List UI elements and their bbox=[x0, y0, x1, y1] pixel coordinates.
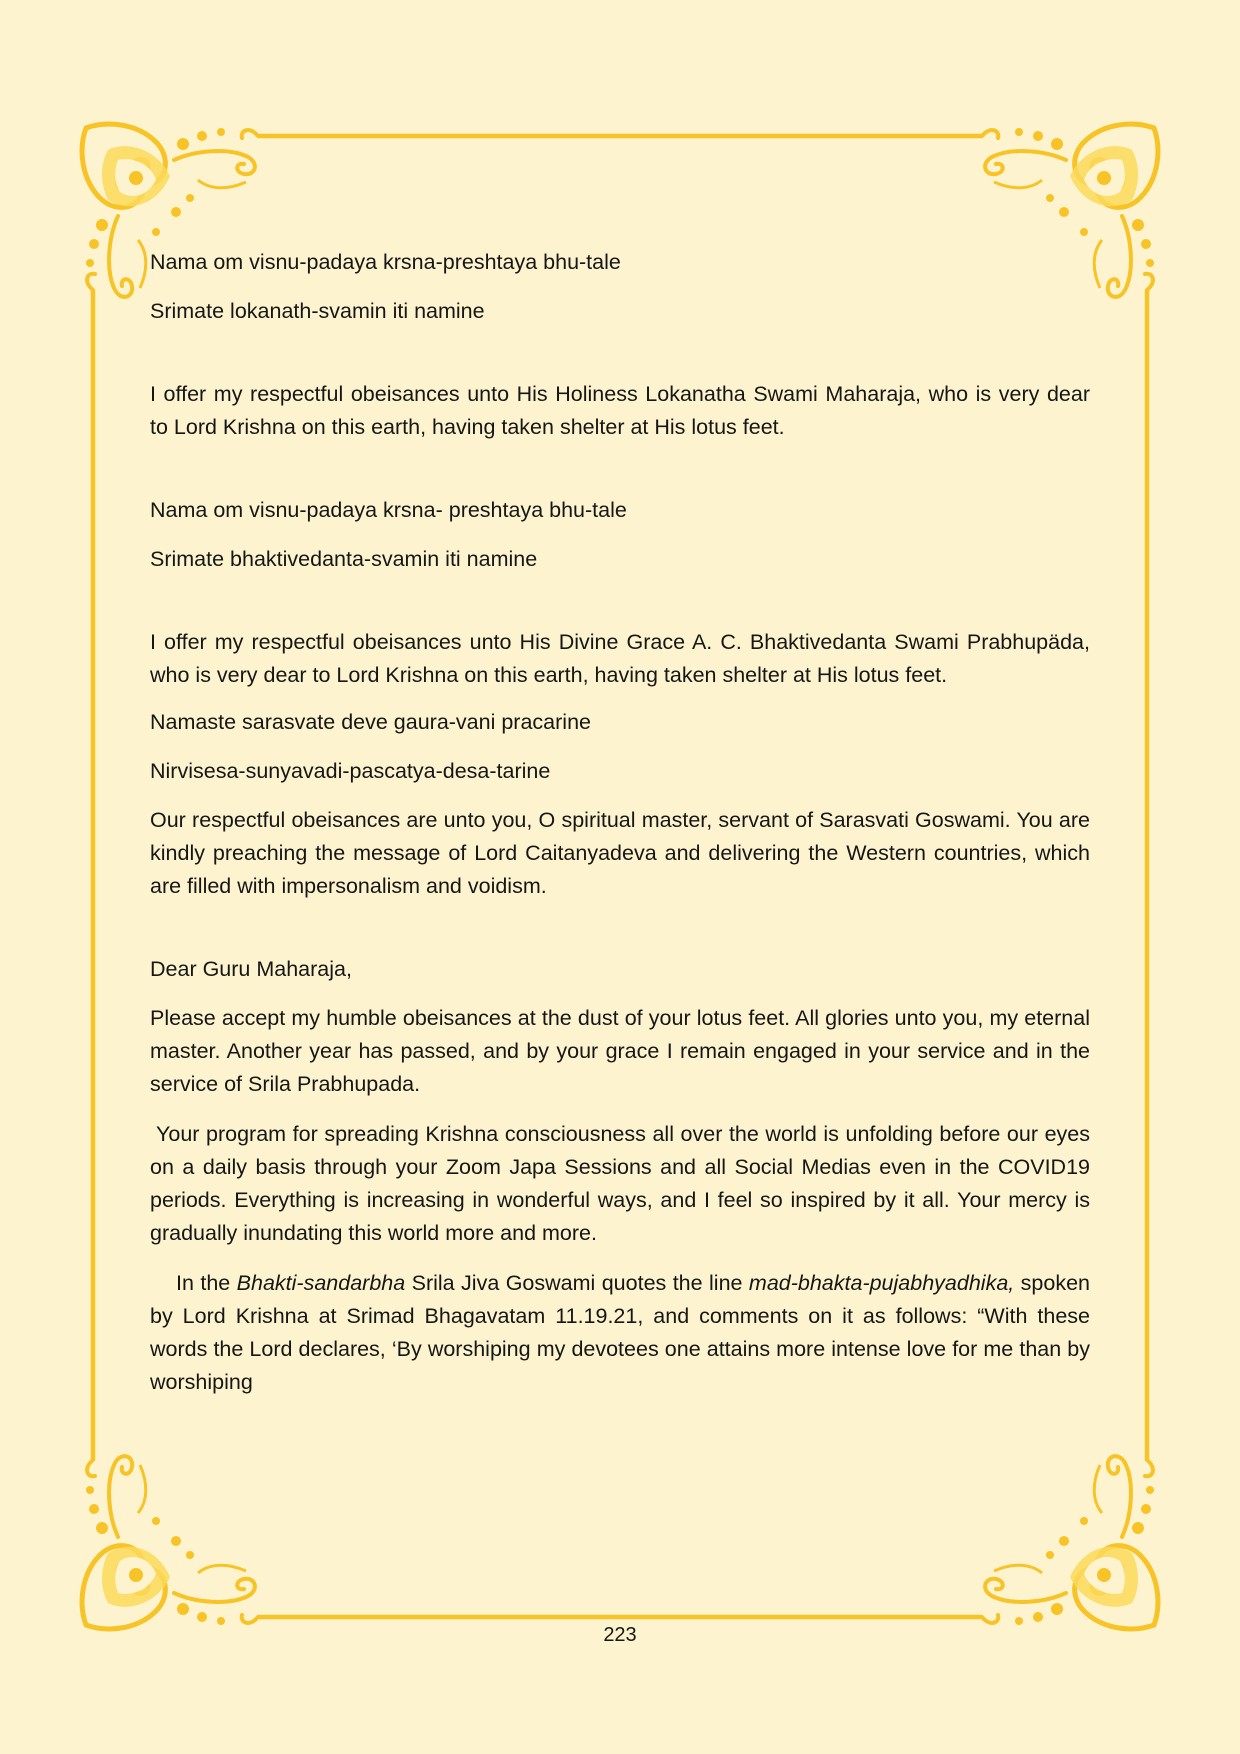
paragraph3-italic1: Bhakti-sandarbha bbox=[236, 1271, 406, 1295]
verse3-line1: Namaste sarasvate deve gaura-vani pracarine bbox=[150, 710, 591, 734]
paragraph3-part3: spoken by Lord Krishna at Srimad Bhagavatam 11.19.21, and comments on it as follows: “With these words the Lord declares, ‘By worshiping my devotees one attains more intense love for me than by worshiping bbox=[150, 1271, 1090, 1394]
bottom-right-ornament bbox=[985, 1456, 1158, 1629]
verse2-line2: Srimate bhaktivedanta-svamin iti namine bbox=[150, 547, 538, 571]
letter-body bbox=[150, 246, 1090, 1416]
bottom-left-ornament bbox=[82, 1456, 255, 1629]
translation3: Our respectful obeisances are unto you, O spiritual master, servant of Sarasvati Goswami. You are kindly preaching the message of Lord Caitanyadeva and delivering the Western countries, which are filled with impersonalism and voidism. bbox=[150, 808, 1090, 898]
page-number: 223 bbox=[603, 1624, 637, 1646]
verse1-line1: Nama om visnu-padaya krsna-preshtaya bhu-tale bbox=[150, 250, 621, 274]
paragraph3 bbox=[150, 1267, 1090, 1399]
verse2-line1: Nama om visnu-padaya krsna- preshtaya bhu-tale bbox=[150, 498, 627, 522]
translation1: I offer my respectful obeisances unto His Holiness Lokanatha Swami Maharaja, who is very dear to Lord Krishna on this earth, having taken shelter at His lotus feet. bbox=[150, 382, 1090, 439]
paragraph3-italic2: mad-bhakta-pujabhyadhika, bbox=[748, 1271, 1015, 1295]
translation2: I offer my respectful obeisances unto His Divine Grace A. C. Bhaktivedanta Swami Prabhupäda, who is very dear to Lord Krishna on this earth, having taken shelter at His lotus feet. bbox=[150, 630, 1090, 687]
paragraph3-part1: In the bbox=[176, 1271, 237, 1295]
salutation: Dear Guru Maharaja, bbox=[150, 957, 352, 981]
paragraph3-part2: Srila Jiva Goswami quotes the line bbox=[405, 1271, 749, 1295]
verse3-line2: Nirvisesa-sunyavadi-pascatya-desa-tarine bbox=[150, 759, 551, 783]
paragraph2: Your program for spreading Krishna consciousness all over the world is unfolding before our eyes on a daily basis through your Zoom Japa Sessions and all Social Medias even in the COVID19 periods. Everything is increasing in wonderful ways, and I feel so inspired by it all. Your mercy is gradually inundating this world more and more. bbox=[150, 1122, 1090, 1245]
paragraph1: Please accept my humble obeisances at the dust of your lotus feet. All glories unto you, my eternal master. Another year has passed, and by your grace I remain engaged in your service and in the service of Srila Prabhupada. bbox=[150, 1006, 1090, 1096]
verse1-line2: Srimate lokanath-svamin iti namine bbox=[150, 299, 485, 323]
